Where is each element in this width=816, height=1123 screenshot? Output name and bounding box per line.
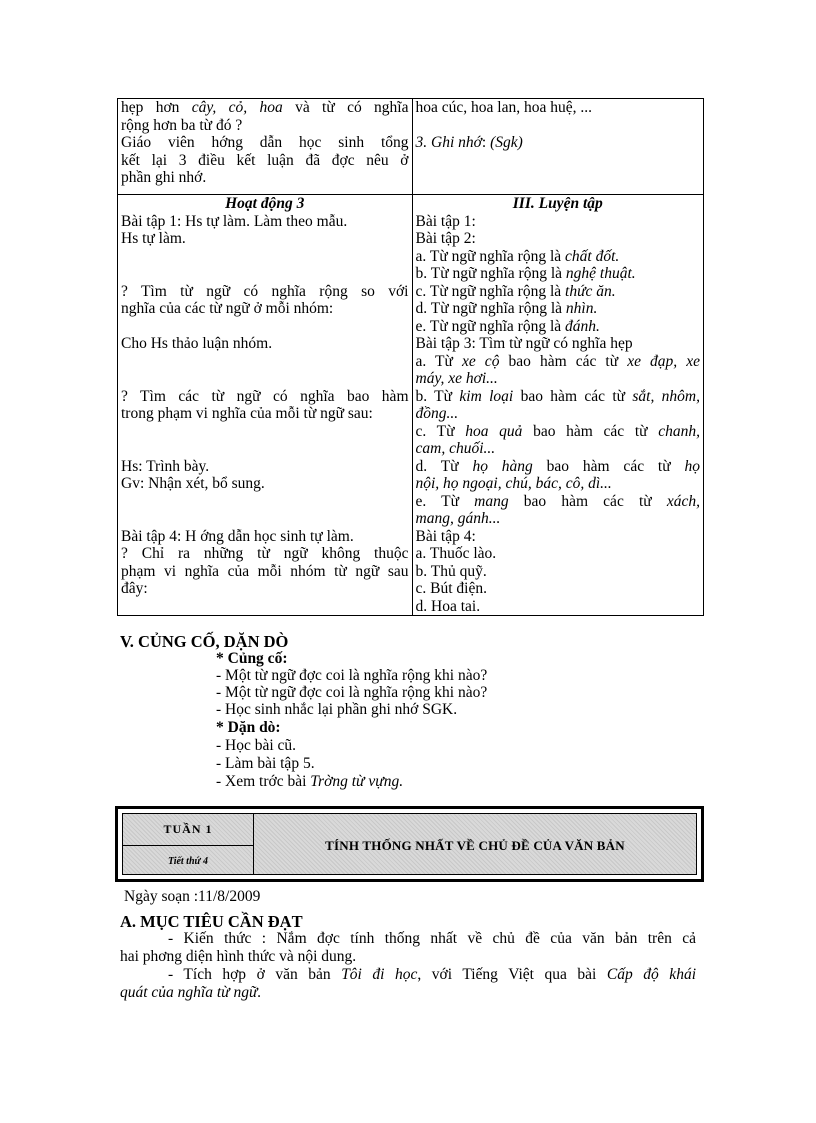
answer-line: mang, gánh... [415, 510, 501, 527]
answer-line: c. Từ hoa quả bao hàm các từ chanh, [415, 422, 701, 440]
text-line: phần ghi nhớ. [121, 169, 207, 186]
text-line: phạm vi nghĩa của mỗi nhóm từ ngữ sau [121, 562, 409, 580]
text-line: rộng hơn ba từ đó ? [121, 116, 243, 134]
answer-line: a. Thuốc lào. [415, 545, 497, 562]
text-line: Bài tập 1: [415, 212, 476, 230]
text-line: Cho Hs thảo luận nhóm. [121, 335, 273, 352]
text-line: nghĩa của các từ ngữ ở mỗi nhóm: [121, 300, 334, 317]
text-line: Bài tập 4: [415, 527, 476, 545]
list-item: - Làm bài tập 5. [216, 755, 315, 772]
answer-line: d. Hoa tai. [415, 597, 481, 615]
student-activity-cell [412, 99, 704, 195]
text-line: Bài tập 3: Tìm từ ngữ có nghĩa hẹp [415, 335, 633, 352]
week-label: TUẦN 1 [123, 814, 253, 846]
activity-heading: Hoạt động 3 [225, 195, 305, 212]
answer-line: e. Từ mang bao hàm các từ xách, [415, 492, 700, 510]
paragraph-line: - Tích hợp ở văn bản Tôi đi học, với Tiếng Việt qua bài Cấp độ khái [168, 966, 696, 983]
answer-line: c. Bút điện. [415, 580, 487, 597]
list-item: - Học sinh nhắc lại phần ghi nhớ SGK. [216, 701, 458, 718]
text-line: Gv: Nhận xét, bổ sung. [121, 475, 265, 492]
paragraph-line: hai phơng diện hình thức và nội dung. [120, 948, 357, 965]
answer-line: máy, xe hơi... [415, 370, 498, 387]
banner-week-box [123, 814, 254, 874]
text-line: Giáo viên hớng dẫn học sinh tổng [121, 134, 409, 151]
text-line: Hs tự làm. [121, 230, 186, 247]
text-line: ? Tìm từ ngữ có nghĩa rộng so với [121, 282, 409, 300]
section-heading-muc-tieu: A. MỤC TIÊU CẦN ĐẠT [120, 912, 303, 931]
paragraph-line: - Kiến thức : Nắm đợc tính thống nhất về chủ đề của văn bản trên cả [168, 930, 696, 947]
text-line: Bài tập 2: [415, 230, 476, 247]
section-heading: III. Luyện tập [512, 195, 603, 212]
teacher-activity-cell [118, 195, 413, 616]
subheading-dan-do: * Dặn dò: [216, 719, 281, 736]
section-heading-cung-co: V. CỦNG CỐ, DẶN DÒ [120, 632, 289, 651]
answer-line: đồng... [415, 405, 459, 422]
list-item: - Một từ ngữ đợc coi là nghĩa rộng khi nào? [216, 667, 488, 684]
list-item: - Xem trớc bài Trờng từ vựng. [216, 773, 404, 790]
list-item: - Học bài cũ. [216, 737, 297, 754]
answer-line: e. Từ ngữ nghĩa rộng là đánh. [415, 317, 600, 335]
text-line: Hs: Trình bày. [121, 457, 210, 475]
paragraph-line: quát của nghĩa từ ngữ. [120, 984, 262, 1001]
answer-line: b. Thủ quỹ. [415, 562, 487, 580]
student-activity-cell [412, 195, 704, 616]
list-item: - Một từ ngữ đợc coi là nghĩa rộng khi nào? [216, 684, 488, 701]
table-row [118, 99, 704, 195]
ghi-nho-line: 3. Ghi nhớ: (Sgk) [415, 133, 523, 151]
answer-line: d. Từ ngữ nghĩa rộng là nhìn. [415, 300, 598, 317]
table-row [118, 195, 704, 616]
text-line: hoa cúc, hoa lan, hoa huệ, ... [415, 99, 592, 116]
answer-line: nội, họ ngoại, chú, bác, cô, dì... [415, 475, 612, 492]
text-line: đây: [121, 580, 148, 597]
lesson-banner [115, 806, 704, 882]
text-run: và từ có nghĩa [282, 99, 409, 116]
text-line: Bài tập 4: H ớng dẫn học sinh tự làm. [121, 527, 354, 545]
text-line: Bài tập 1: Hs tự làm. Làm theo mẫu. [121, 212, 348, 230]
answer-line: d. Từ họ hàng bao hàm các từ họ [415, 457, 700, 475]
answer-line: b. Từ kim loại bao hàm các từ sắt, nhôm, [415, 387, 700, 405]
text-run-italic: cây, cỏ, hoa [191, 99, 283, 116]
text-line: trong phạm vi nghĩa của mỗi từ ngữ sau: [121, 405, 373, 422]
lesson-title: TÍNH THỐNG NHẤT VỀ CHỦ ĐỀ CỦA VĂN BẢN [325, 838, 625, 853]
answer-line: cam, chuối... [415, 440, 496, 457]
answer-line: a. Từ ngữ nghĩa rộng là chất đốt. [415, 247, 620, 265]
lesson-table [117, 98, 704, 616]
text-line: ? Chỉ ra những từ ngữ không thuộc [121, 545, 409, 562]
subheading-cung-co: * Củng cố: [216, 650, 288, 667]
text-run: hẹp hơn [121, 99, 192, 116]
text-line: kết lại 3 điều kết luận đã đợc nêu ở [121, 151, 409, 169]
answer-line: a. Từ xe cộ bao hàm các từ xe đạp, xe [415, 352, 700, 370]
banner-panel [122, 813, 697, 875]
period-label: Tiết thứ 4 [167, 856, 209, 867]
answer-line: c. Từ ngữ nghĩa rộng là thức ăn. [415, 282, 616, 300]
answer-line: b. Từ ngữ nghĩa rộng là nghệ thuật. [415, 265, 636, 282]
text-line: ? Tìm các từ ngữ có nghĩa bao hàm [121, 387, 409, 405]
date-line: Ngày soạn :11/8/2009 [124, 888, 261, 905]
teacher-activity-cell [118, 99, 413, 195]
